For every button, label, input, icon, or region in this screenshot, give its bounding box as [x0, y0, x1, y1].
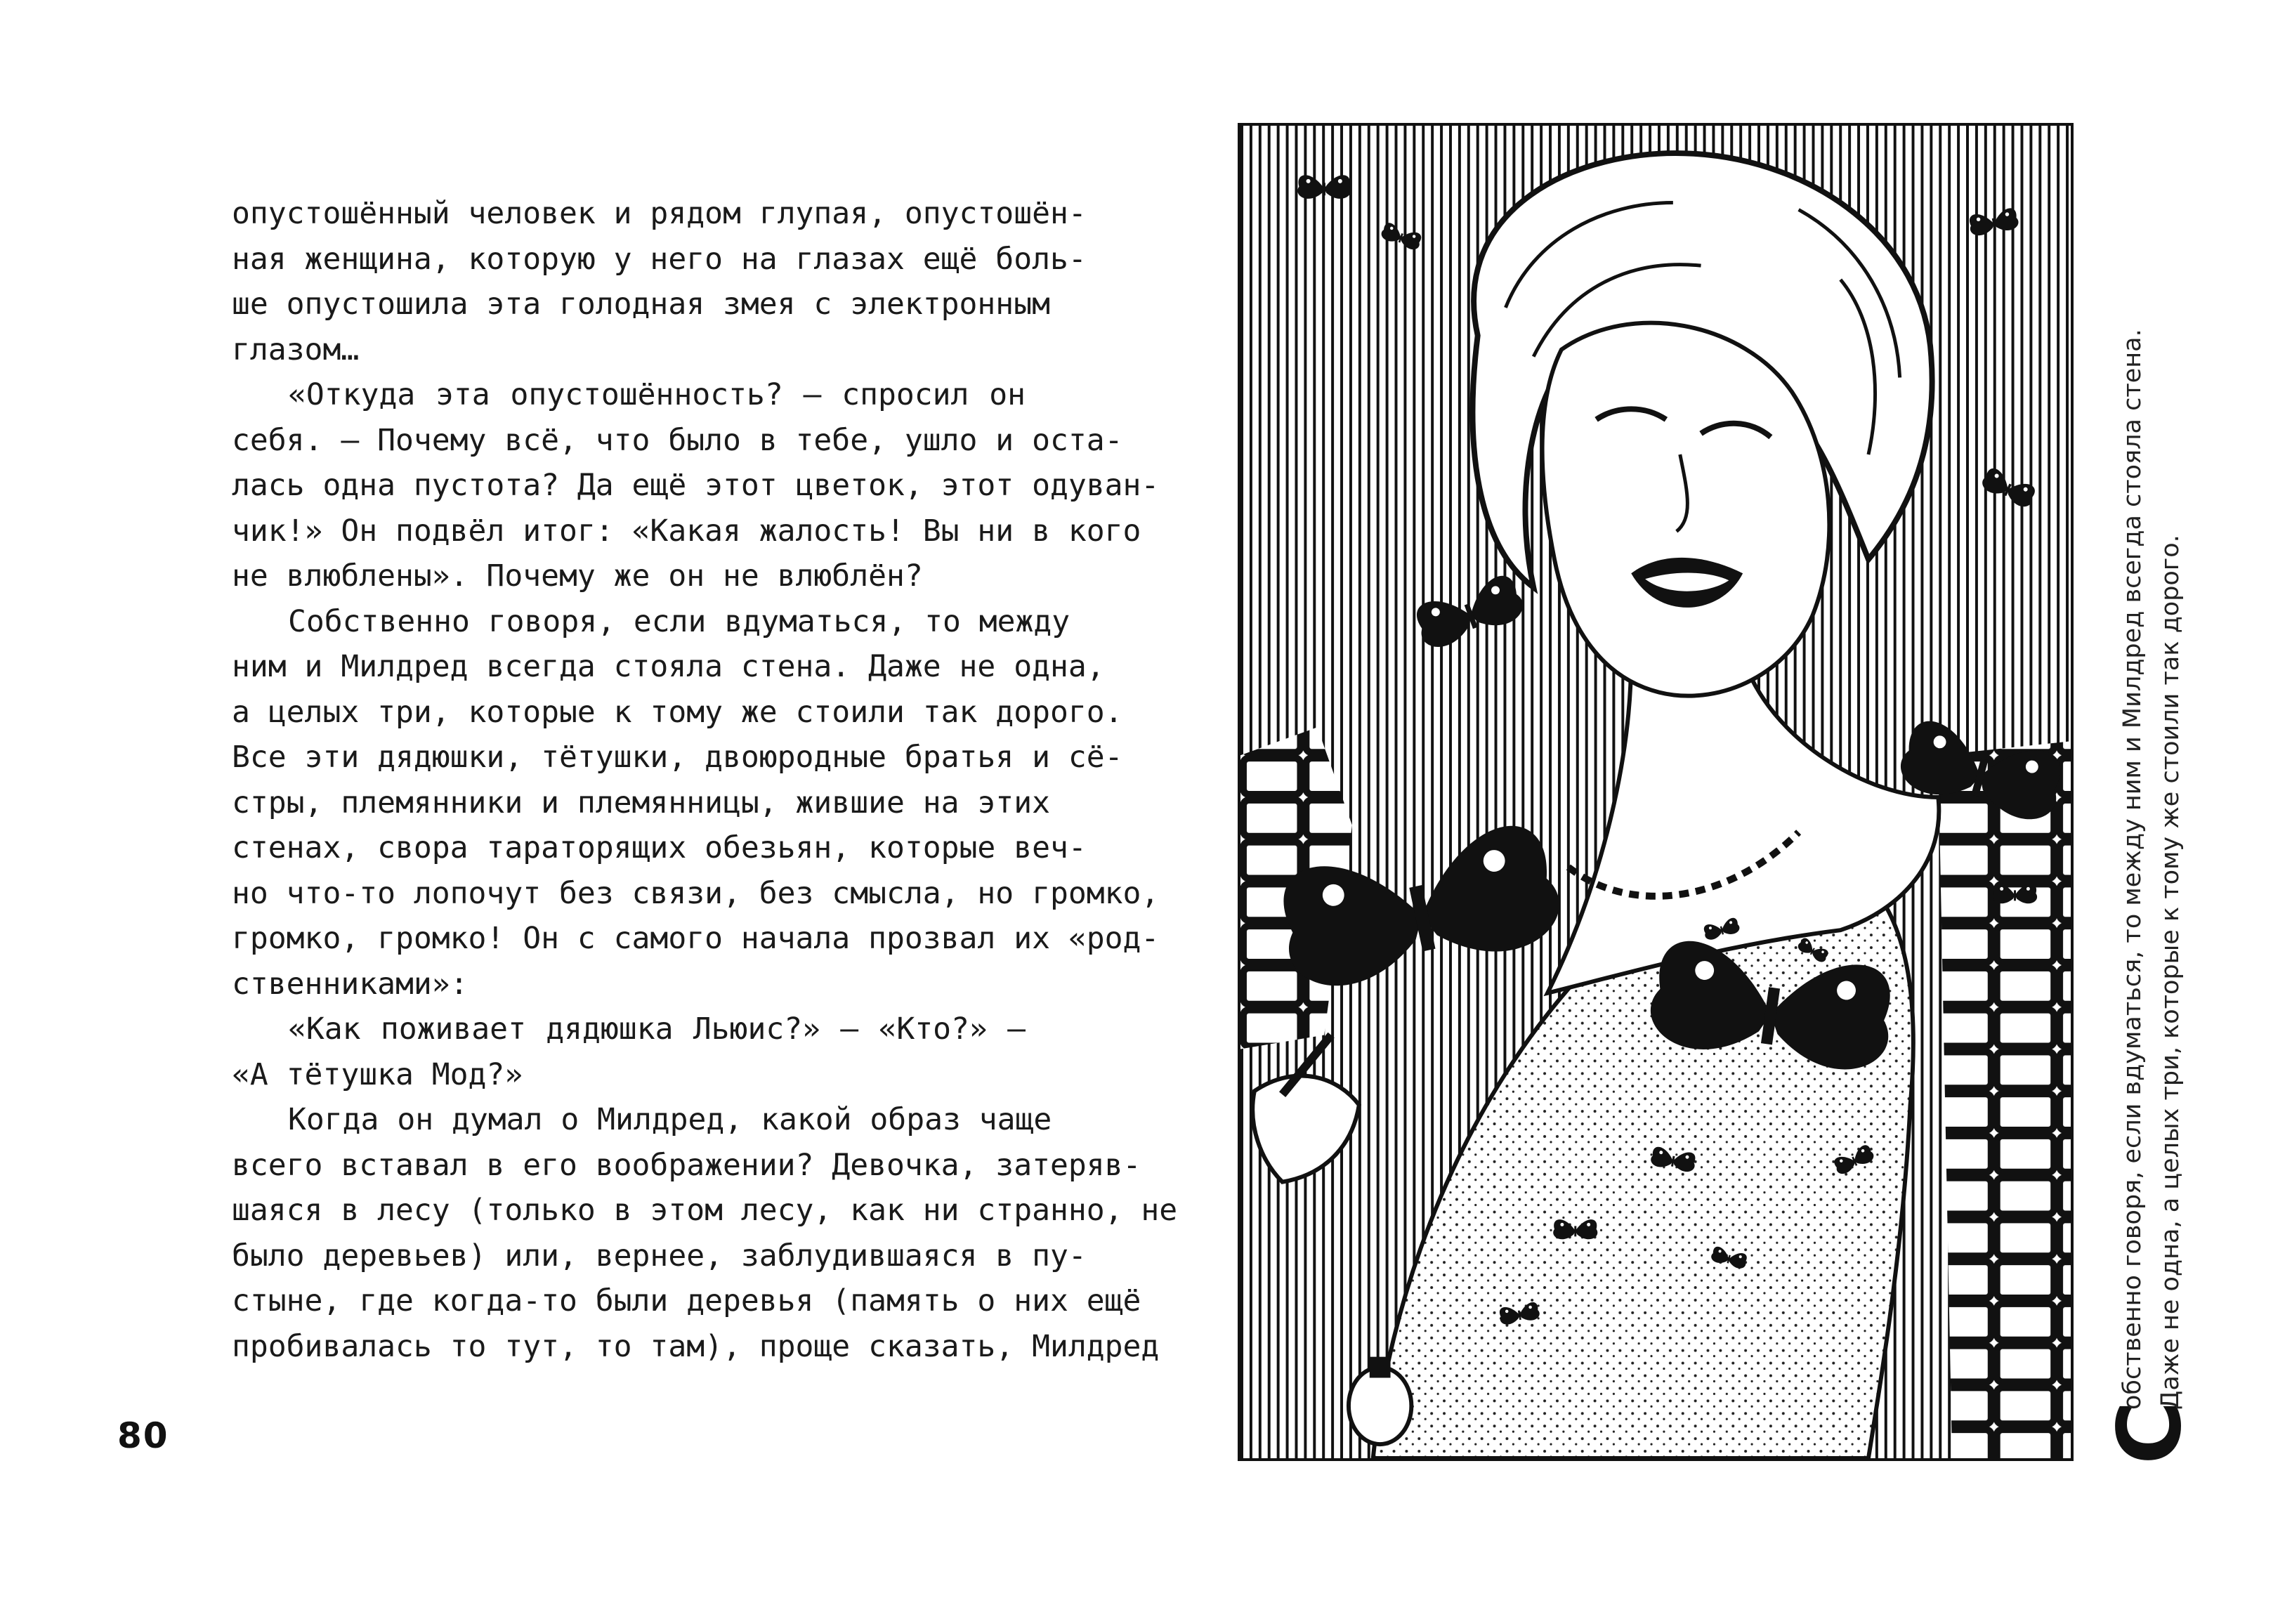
caption-text — [2114, 329, 2189, 1410]
caption-line: Даже не одна, а целых три, которые к тому же стоили так дорого. — [2156, 535, 2185, 1410]
page-number: 80 — [117, 1415, 169, 1456]
text-line: стыне, где когда-то были деревья (память о них ещё — [232, 1283, 1141, 1318]
text-line: опустошённый человек и рядом глупая, опустошён- — [232, 196, 1087, 231]
caption-line: обственно говоря, если вдуматься, то между ним и Милдред всегда стояла стена. — [2119, 329, 2147, 1410]
text-line: ная женщина, которую у него на глазах ещё боль- — [232, 241, 1087, 277]
text-line: глазом… — [232, 332, 360, 367]
text-line: ним и Милдред всегда стояла стена. Даже не одна, — [232, 649, 1105, 684]
brick-wall — [1938, 741, 2071, 1458]
text-line: стры, племянники и племянницы, жившие на этих — [232, 785, 1050, 820]
text-line: ственниками»: — [232, 966, 469, 1002]
text-line: чик!» Он подвёл итог: «Какая жалость! Вы ни в кого — [232, 513, 1141, 549]
illustration — [1238, 123, 2074, 1461]
text-line: было деревьев) или, вернее, заблудившаяся в пу- — [232, 1238, 1087, 1273]
text-line: громко, громко! Он с самого начала прозвал их «род- — [232, 921, 1160, 956]
text-line: не влюблены». Почему же он не влюблён? — [232, 558, 923, 594]
text-line: но что-то лопочут без связи, без смысла, но громко, — [232, 875, 1160, 911]
text-line: шаяся в лесу (только в этом лесу, как ни странно, не — [232, 1193, 1178, 1228]
text-line: Собственно говоря, если вдуматься, то между — [288, 603, 1070, 639]
perfume-bottle — [1349, 1368, 1411, 1445]
text-line: пробивалась то тут, то там), проще сказать, Милдред — [232, 1328, 1160, 1364]
text-line: всего вставал в его воображении? Девочка, затеряв- — [232, 1147, 1141, 1183]
illustration-artwork — [1240, 126, 2071, 1458]
caption-dropcap: С — [2100, 1400, 2201, 1465]
text-line: Когда он думал о Милдред, какой образ чаще — [288, 1102, 1052, 1137]
vertical-caption — [2100, 221, 2201, 1465]
text-line: ше опустошила эта голодная змея с электронным — [232, 287, 1050, 322]
text-line: лась одна пустота? Да ещё этот цветок, этот одуван- — [232, 468, 1160, 503]
text-line: «А тётушка Мод?» — [232, 1056, 523, 1092]
body-text — [232, 191, 1178, 1369]
text-line: стенах, свора тараторящих обезьян, которые веч- — [232, 830, 1087, 865]
text-line: себя. — Почему всё, что было в тебе, ушло и оста- — [232, 422, 1123, 458]
text-line: Все эти дядюшки, тётушки, двоюродные братья и сё- — [232, 740, 1123, 775]
perfume-cap — [1370, 1357, 1391, 1378]
text-line: «Откуда эта опустошённость? — спросил он — [288, 377, 1026, 412]
text-line: а целых три, которые к тому же стоили так дорого. — [232, 694, 1123, 730]
text-line: «Как поживает дядюшка Льюис?» — «Кто?» — — [288, 1011, 1026, 1047]
